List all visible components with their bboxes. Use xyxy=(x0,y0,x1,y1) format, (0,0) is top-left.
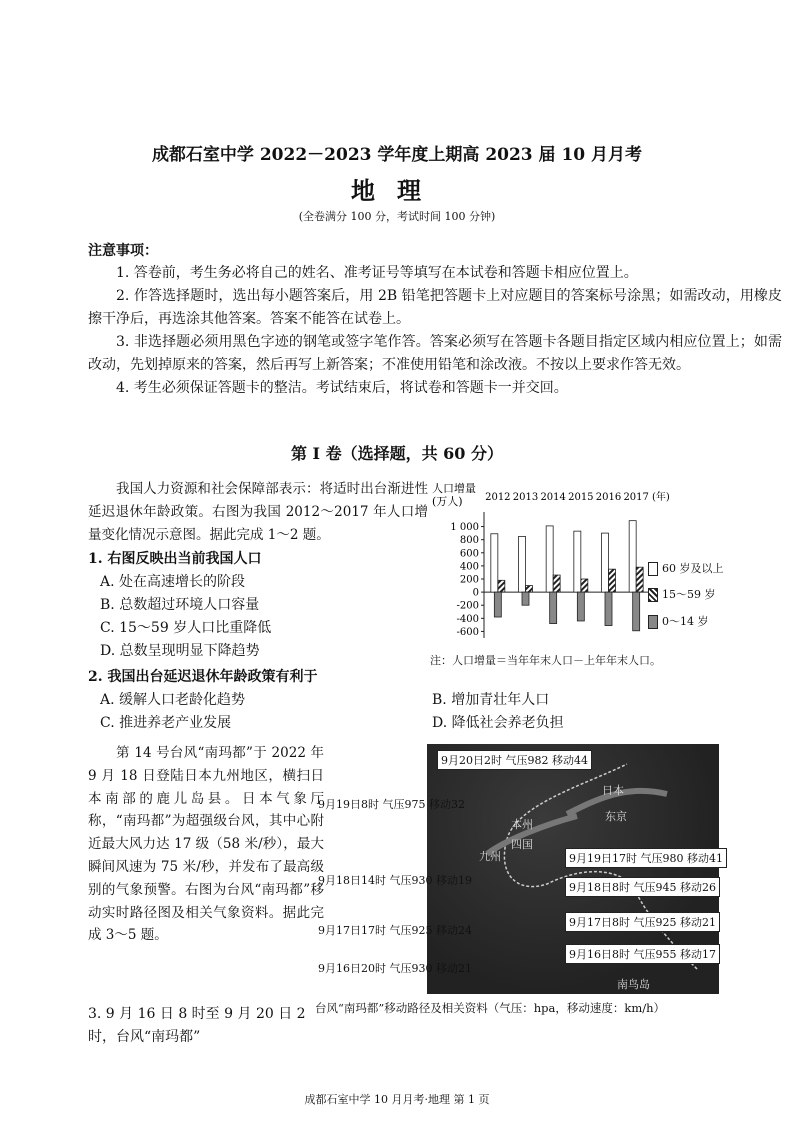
exam-note: (全卷满分 100 分，考试时间 100 分钟) xyxy=(298,210,496,223)
population-chart xyxy=(430,480,790,670)
bar-0-14 xyxy=(494,592,501,617)
question-2-option-d: D. 降低社会养老负担 xyxy=(432,715,564,731)
legend-item-15-59 xyxy=(648,586,716,602)
question-2-option-c: C. 推进养老产业发展 xyxy=(100,715,232,731)
legend-item-0-14 xyxy=(648,613,709,629)
bar-0-14 xyxy=(605,592,612,625)
bar-15-59 xyxy=(609,569,616,592)
map-label: 9月19日17时 气压980 移动41 xyxy=(565,848,727,868)
section-title: 第 I 卷（选择题，共 60 分） xyxy=(290,444,504,463)
map-label: 9月19日8时 气压975 移动32 xyxy=(318,798,465,811)
passage-2: 第 14 号台风“南玛都”于 2022 年 9 月 18 日登陆日本九州地区，横扫日本南部的鹿儿岛县。日本气象厅称，“南玛都”为超强级台风，其中心附近最大风力达 17 级（58 米/秒），最大瞬间风速为 75 米/秒，并发布了最高级别的气象预警。右图为台风“南玛都”移动实时路径图及相关气象资料。据此完成 3～5 题。 xyxy=(88,745,324,944)
place-label: 九州 xyxy=(479,850,501,863)
passage-1: 我国人力资源和社会保障部表示：将适时出台渐进性延迟退休年龄政策。右图为我国 2012～2017 年人口增量变化情况示意图。据此完成 1～2 题。 xyxy=(88,481,428,543)
bar-0-14 xyxy=(633,592,640,631)
y-tick-label: 200 xyxy=(459,574,479,586)
bar-15-59 xyxy=(498,580,505,592)
x-category-label: 2017 xyxy=(623,492,649,503)
bar-15-59 xyxy=(526,586,533,593)
place-label: 日本 xyxy=(602,784,624,797)
map-caption: 台风“南玛都”移动路径及相关资料（气压：hpa，移动速度：km/h） xyxy=(315,1001,666,1015)
y-tick-label: 800 xyxy=(459,535,479,547)
x-category-label: 2016 xyxy=(595,492,622,503)
place-label: 东京 xyxy=(605,810,627,823)
exam-title: 成都石室中学 2022－2023 学年度上期高 2023 届 10 月月考 xyxy=(151,145,643,165)
legend-label: 0～14 岁 xyxy=(662,615,709,628)
place-label: 本州 xyxy=(511,818,533,831)
x-category-label: 2012 xyxy=(485,492,511,503)
x-unit-label: (年) xyxy=(652,492,670,503)
map-label: 9月16日20时 气压930 移动21 xyxy=(318,962,472,975)
bar-0-14 xyxy=(577,592,584,621)
bar-60plus xyxy=(491,534,498,592)
bar-60plus xyxy=(519,536,526,592)
question-2-option-a: A. 缓解人口老龄化趋势 xyxy=(100,692,246,708)
map-label: 9月20日2时 气压982 移动44 xyxy=(437,750,592,770)
legend-item-60 xyxy=(648,560,724,576)
y-tick-label: 600 xyxy=(459,548,479,560)
notice-item: 1. 答卷前，考生务必将自己的姓名、准考证号等填写在本试卷和答题卡相应位置上。 xyxy=(116,265,638,281)
question-1-stem: 1. 右图反映出当前我国人口 xyxy=(88,551,262,567)
y-tick-label: -600 xyxy=(456,626,479,638)
notice-list xyxy=(88,262,782,400)
legend-label: 15～59 岁 xyxy=(662,588,716,601)
question-1-option-a: A. 处在高速增长的阶段 xyxy=(100,574,246,590)
bar-0-14 xyxy=(550,592,557,623)
bar-15-59 xyxy=(553,575,560,592)
question-1-option-c: C. 15～59 岁人口比重降低 xyxy=(100,620,272,636)
question-1 xyxy=(88,548,428,663)
bar-60plus xyxy=(602,533,609,592)
map-label: 9月17日17时 气压925 移动24 xyxy=(318,924,472,937)
y-axis-label: (万人) xyxy=(432,495,463,508)
legend-swatch xyxy=(648,588,658,602)
bar-15-59 xyxy=(581,579,588,592)
question-2-stem: 2. 我国出台延迟退休年龄政策有利于 xyxy=(88,669,318,685)
bar-15-59 xyxy=(636,567,643,592)
question-1-option-b: B. 总数超过环境人口容量 xyxy=(100,597,260,613)
notice-heading: 注意事项： xyxy=(88,243,158,259)
y-tick-label: 0 xyxy=(472,587,479,599)
map-label: 9月18日8时 气压945 移动26 xyxy=(565,877,720,897)
subject-title: 地理 xyxy=(351,176,443,205)
page-footer: 成都石室中学 10 月月考·地理 第 1 页 xyxy=(304,1093,490,1106)
legend-swatch xyxy=(648,615,658,629)
place-label: 四国 xyxy=(511,838,533,851)
place-label: 南鸟岛 xyxy=(617,978,650,991)
bar-60plus xyxy=(546,526,553,592)
map-label: 9月16日8时 气压955 移动17 xyxy=(565,944,720,964)
bar-60plus xyxy=(629,521,636,592)
map-label: 9月18日14时 气压930 移动19 xyxy=(318,874,472,887)
notice-item: 4. 考生必须保证答题卡的整洁。考试结束后，将试卷和答题卡一并交回。 xyxy=(116,380,568,396)
y-tick-label: -200 xyxy=(456,600,479,612)
notice-item: 3. 非选择题必须用黑色字迹的钢笔或签字笔作答。答案必须写在答题卡各题目指定区域内相应位置上；如需改动，先划掉原来的答案，然后再写上新答案；不准使用铅笔和涂改液。不按以上要求作答无效。 xyxy=(88,334,782,373)
legend-swatch xyxy=(648,562,658,576)
map-label: 9月17日8时 气压925 移动21 xyxy=(565,912,720,932)
notice-item: 2. 作答选择题时，选出每小题答案后，用 2B 铅笔把答题卡上对应题目的答案标号涂黑；如需改动，用橡皮擦干净后，再选涂其他答案。答案不能答在试卷上。 xyxy=(88,288,782,327)
bar-60plus xyxy=(574,531,581,592)
x-category-label: 2014 xyxy=(540,492,566,503)
chart-note: 注：人口增量＝当年年末人口－上年年末人口。 xyxy=(430,654,661,667)
population-chart-svg xyxy=(430,480,790,650)
y-tick-label: -400 xyxy=(456,613,479,625)
legend-label: 60 岁及以上 xyxy=(662,562,724,575)
question-1-option-d: D. 总数呈现明显下降趋势 xyxy=(100,643,260,659)
y-axis-label: 人口增量 xyxy=(432,482,476,495)
bar-0-14 xyxy=(522,592,529,605)
y-tick-label: 1 000 xyxy=(450,522,479,534)
x-category-label: 2013 xyxy=(512,492,539,503)
question-3-stem: 3. 9 月 16 日 8 时至 9 月 20 日 2 时，台风“南玛都” xyxy=(88,1006,306,1045)
x-category-label: 2015 xyxy=(568,492,594,503)
y-tick-label: 400 xyxy=(459,561,479,573)
question-2-option-b: B. 增加青壮年人口 xyxy=(432,692,550,708)
question-2 xyxy=(88,666,788,735)
